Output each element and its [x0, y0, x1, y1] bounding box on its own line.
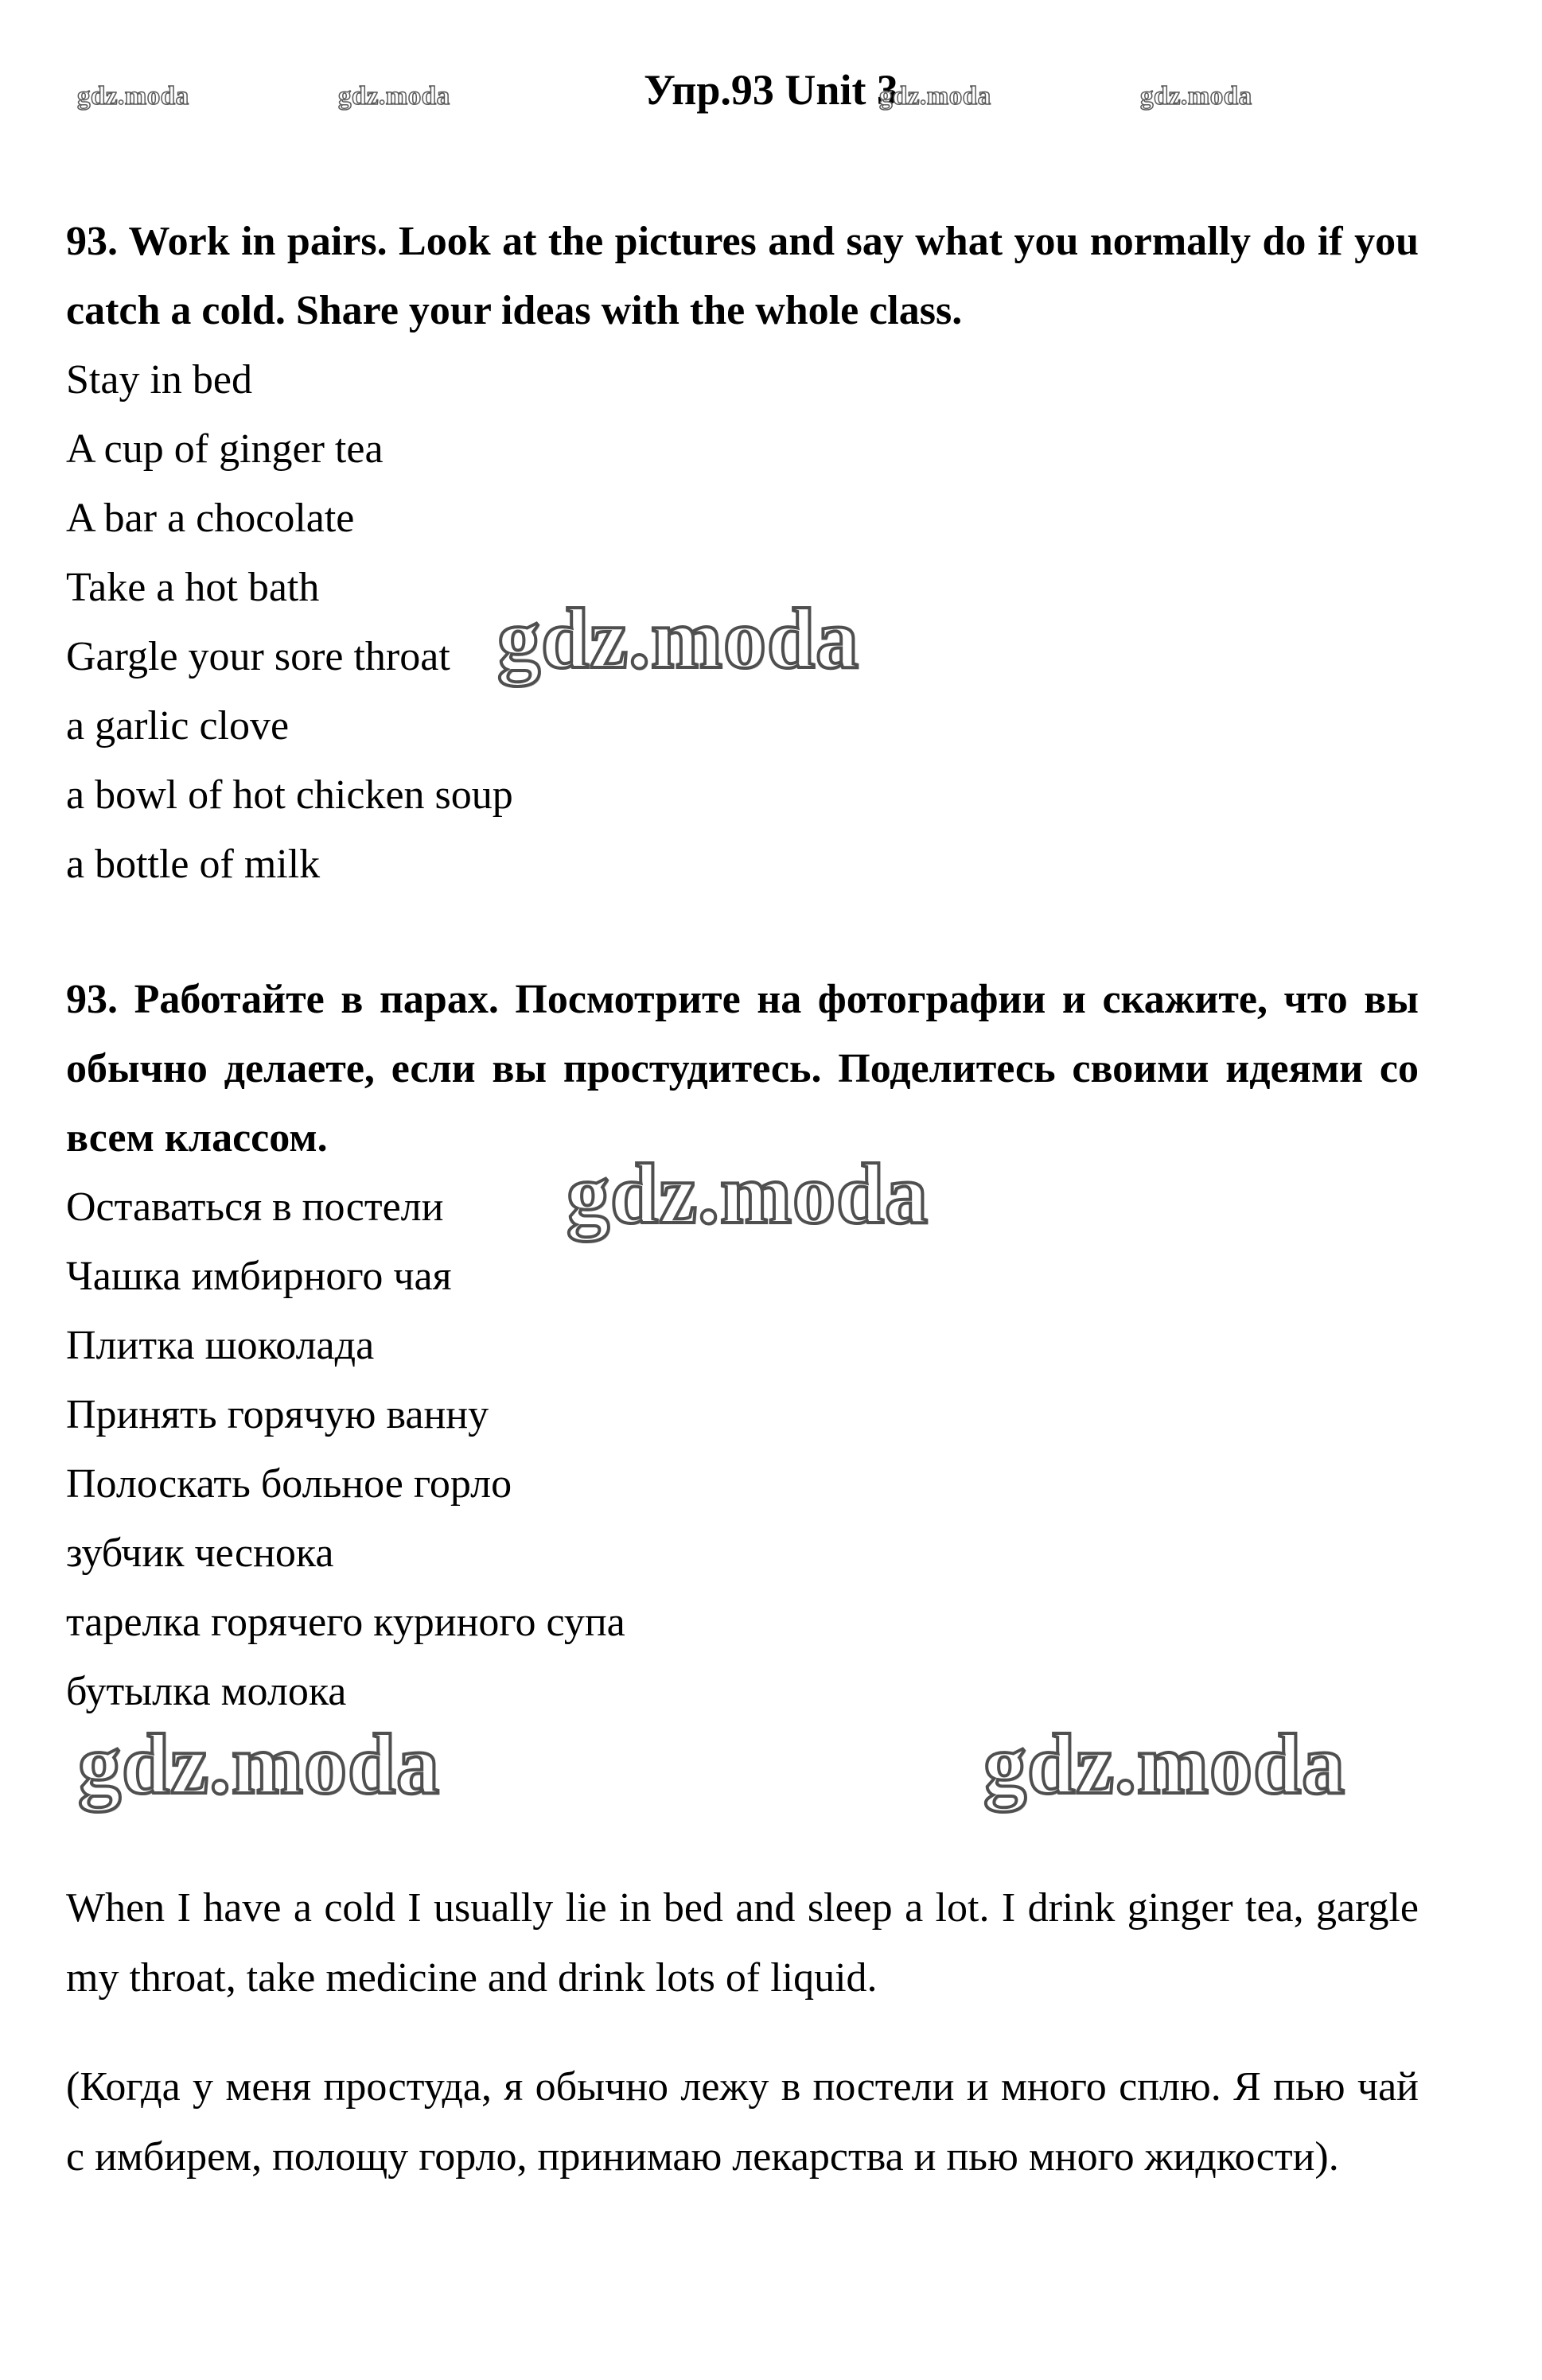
watermark-logo: gdz.moda — [338, 82, 450, 111]
watermark-logo: gdz.moda — [497, 592, 860, 686]
list-item: тарелка горячего куриного супа — [66, 1600, 625, 1645]
watermark-logo: gdz.moda — [1140, 82, 1252, 111]
list-item: зубчик чеснока — [66, 1530, 334, 1576]
list-item: Полоскать больное горло — [66, 1461, 512, 1507]
english-task-heading: 93. Work in pairs. Look at the pictures and say what you normally do if you catch a cold. Share your ideas with the whole class. — [66, 219, 1419, 333]
english-task — [66, 207, 1419, 899]
watermark-logo: gdz.moda — [879, 82, 991, 111]
list-item: Плитка шоколада — [66, 1323, 375, 1368]
list-item: Stay in bed — [66, 357, 252, 402]
russian-task — [66, 965, 1419, 1726]
list-item: Take a hot bath — [66, 565, 320, 610]
watermark-logo: gdz.moda — [78, 1717, 441, 1812]
russian-task-heading: 93. Работайте в парах. Посмотрите на фотографии и скажите, что вы обычно делаете, если вы простудитесь. Поделитесь своими идеями со всем классом. — [66, 977, 1419, 1161]
list-item: Чашка имбирного чая — [66, 1254, 452, 1299]
watermark-logo: gdz.moda — [983, 1717, 1346, 1812]
list-item: a bottle of milk — [66, 842, 321, 887]
watermark-logo: gdz.moda — [77, 82, 189, 111]
list-item: Gargle your sore throat — [66, 634, 450, 679]
list-item: A cup of ginger tea — [66, 426, 384, 472]
list-item: Принять горячую ванну — [66, 1392, 489, 1437]
watermark-logo: gdz.moda — [567, 1147, 929, 1242]
answer-russian: (Когда у меня простуда, я обычно лежу в постели и много сплю. Я пью чай с имбирем, полощу горло, принимаю лекарства и пью много жидкости). — [66, 2064, 1419, 2180]
list-item: A bar a chocolate — [66, 496, 355, 541]
page-title: Упр.93 Unit 3 — [644, 66, 898, 114]
list-item: a bowl of hot chicken soup — [66, 772, 513, 818]
list-item: Оставаться в постели — [66, 1184, 444, 1230]
answer-english: When I have a cold I usually lie in bed and sleep a lot. I drink ginger tea, gargle my throat, take medicine and drink lots of liquid. — [66, 1885, 1419, 2001]
list-item: a garlic clove — [66, 703, 290, 749]
list-item: бутылка молока — [66, 1669, 347, 1714]
